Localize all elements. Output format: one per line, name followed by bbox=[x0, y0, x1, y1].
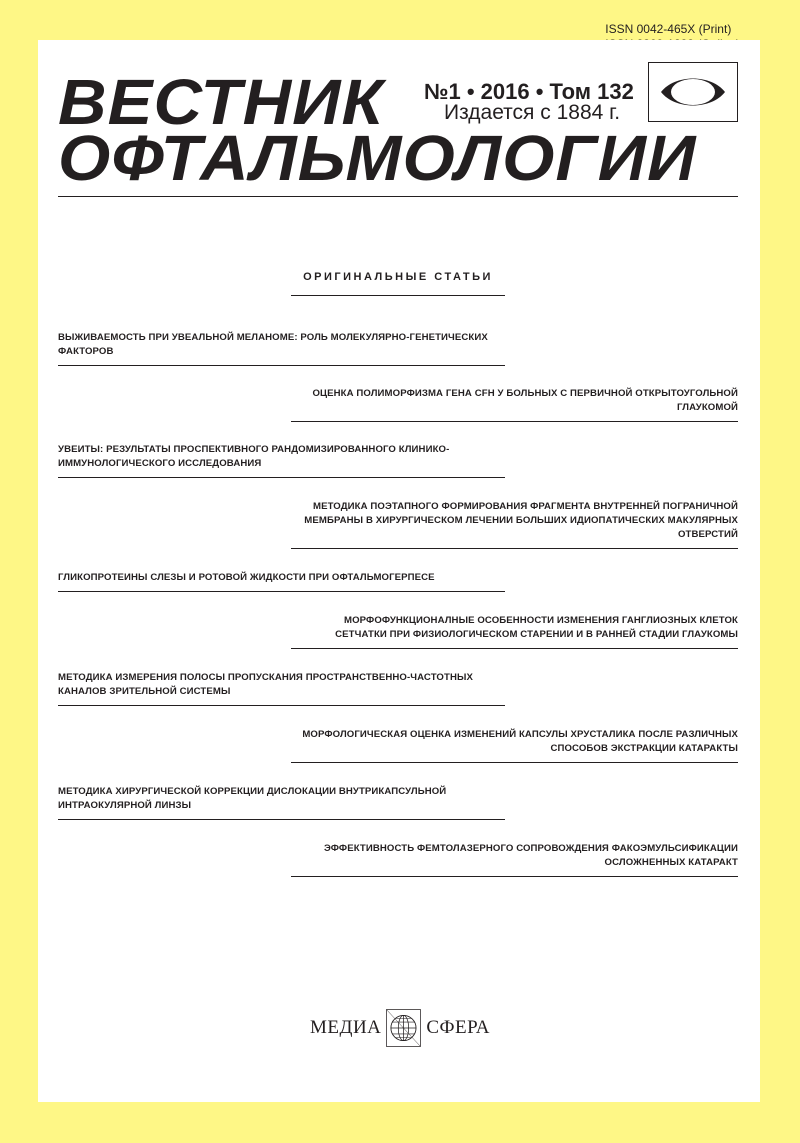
section-divider bbox=[291, 295, 505, 296]
article-title[interactable]: МЕТОДИКА ИЗМЕРЕНИЯ ПОЛОСЫ ПРОПУСКАНИЯ ПРОСТРАНСТВЕННО-ЧАСТОТНЫХ КАНАЛОВ ЗРИТЕЛЬНОЙ СИСТЕМЫ bbox=[58, 671, 505, 706]
issn-print: ISSN 0042-465X (Print) bbox=[605, 22, 732, 36]
article-title[interactable]: МЕТОДИКА ПОЭТАПНОГО ФОРМИРОВАНИЯ ФРАГМЕНТА ВНУТРЕННЕЙ ПОГРАНИЧНОЙ МЕМБРАНЫ В ХИРУРГИЧЕСКОМ ЛЕЧЕНИИ БОЛЬШИХ ИДИОПАТИЧЕСКИХ МАКУЛЯРНЫХ ОТВЕРСТИЙ bbox=[291, 500, 738, 549]
eye-icon bbox=[657, 70, 729, 114]
article-title[interactable]: ВЫЖИВАЕМОСТЬ ПРИ УВЕАЛЬНОЙ МЕЛАНОМЕ: РОЛЬ МОЛЕКУЛЯРНО-ГЕНЕТИЧЕСКИХ ФАКТОРОВ bbox=[58, 331, 505, 366]
journal-logo bbox=[648, 62, 738, 122]
article-title[interactable]: УВЕИТЫ: РЕЗУЛЬТАТЫ ПРОСПЕКТИВНОГО РАНДОМИЗИРОВАННОГО КЛИНИКО-ИММУНОЛОГИЧЕСКОГО ИССЛЕДОВАНИЯ bbox=[58, 443, 505, 478]
article-title[interactable]: МЕТОДИКА ХИРУРГИЧЕСКОЙ КОРРЕКЦИИ ДИСЛОКАЦИИ ВНУТРИКАПСУЛЬНОЙ ИНТРАОКУЛЯРНОЙ ЛИНЗЫ bbox=[58, 785, 505, 820]
globe-icon bbox=[385, 1001, 422, 1055]
cover-sheet bbox=[38, 40, 760, 1102]
journal-title-line2: ОФТАЛЬМОЛОГИИ bbox=[58, 122, 697, 194]
publisher-word-right: СФЕРА bbox=[426, 1017, 490, 1038]
journal-title-line1: ВЕСТНИК bbox=[58, 66, 384, 138]
publisher-logo bbox=[310, 1000, 490, 1056]
article-title[interactable]: ГЛИКОПРОТЕИНЫ СЛЕЗЫ И РОТОВОЙ ЖИДКОСТИ ПРИ ОФТАЛЬМОГЕРПЕСЕ bbox=[58, 571, 505, 592]
section-heading: ОРИГИНАЛЬНЫЕ СТАТЬИ bbox=[303, 271, 493, 283]
article-title[interactable]: МОРФОФУНКЦИОНАЛНЫЕ ОСОБЕННОСТИ ИЗМЕНЕНИЯ ГАНГЛИОЗНЫХ КЛЕТОК СЕТЧАТКИ ПРИ ФИЗИОЛОГИЧЕСКОМ СТАРЕНИИ И В РАННЕЙ СТАДИИ ГЛАУКОМЫ bbox=[291, 614, 738, 649]
article-title[interactable]: ЭФФЕКТИВНОСТЬ ФЕМТОЛАЗЕРНОГО СОПРОВОЖДЕНИЯ ФАКОЭМУЛЬСИФИКАЦИИ ОСЛОЖНЕННЫХ КАТАРАКТ bbox=[291, 842, 738, 877]
issue-info: №1 • 2016 • Том 132 bbox=[424, 79, 634, 104]
article-title[interactable]: МОРФОЛОГИЧЕСКАЯ ОЦЕНКА ИЗМЕНЕНИЙ КАПСУЛЫ ХРУСТАЛИКА ПОСЛЕ РАЗЛИЧНЫХ СПОСОБОВ ЭКСТРАКЦИИ КАТАРАКТЫ bbox=[291, 728, 738, 763]
masthead-divider bbox=[58, 196, 738, 197]
article-title[interactable]: ОЦЕНКА ПОЛИМОРФИЗМА ГЕНА CFH У БОЛЬНЫХ С ПЕРВИЧНОЙ ОТКРЫТОУГОЛЬНОЙ ГЛАУКОМОЙ bbox=[291, 387, 738, 422]
publisher-word-left: МЕДИА bbox=[310, 1017, 382, 1038]
published-since: Издается с 1884 г. bbox=[444, 101, 621, 124]
